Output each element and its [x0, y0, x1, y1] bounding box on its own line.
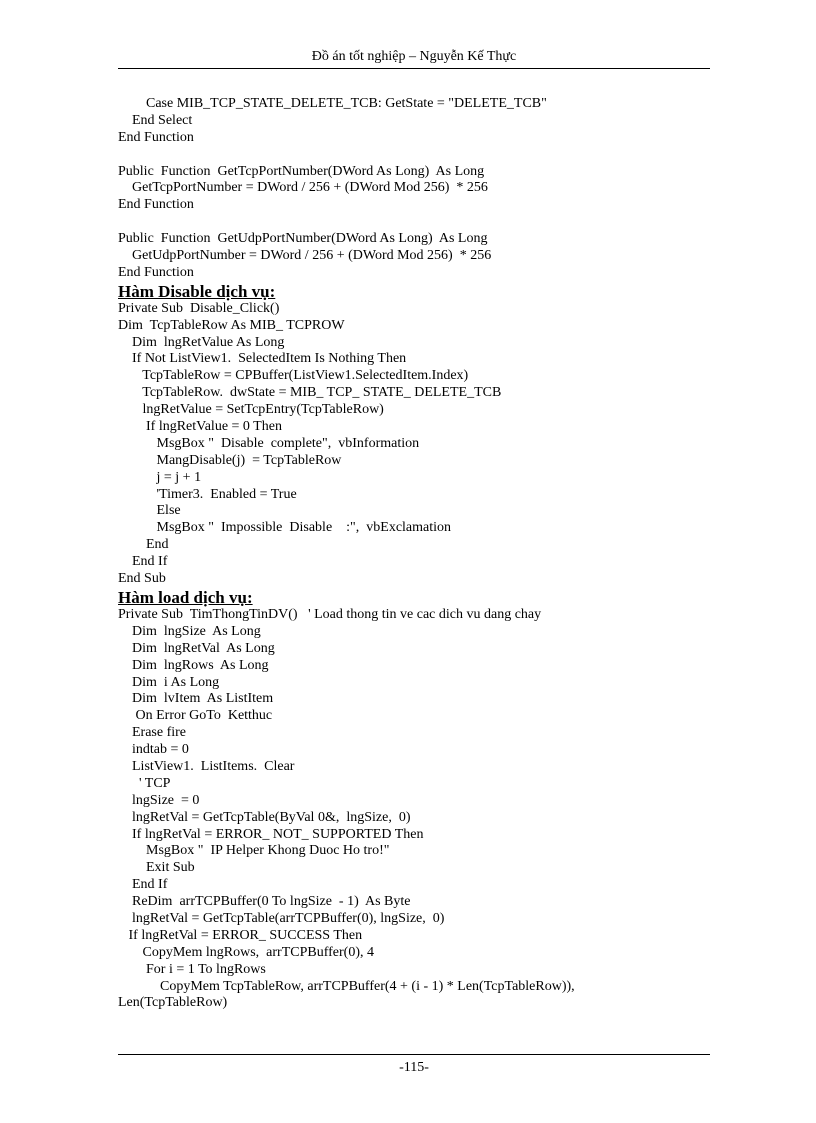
code-line: 'Timer3. Enabled = True — [118, 486, 297, 502]
blank-line — [118, 147, 718, 164]
code-line: End If — [118, 877, 168, 893]
code-line: CopyMem lngRows, arrTCPBuffer(0), 4 — [118, 944, 374, 960]
code-line: Dim lngRetVal As Long — [118, 640, 275, 656]
code-line: End Function — [118, 197, 194, 213]
code-line: Dim i As Long — [118, 674, 220, 690]
page-header: Đồ án tốt nghiệp – Nguyễn Kế Thực — [311, 49, 517, 64]
code-line: TcpTableRow = CPBuffer(ListView1.SelectedItem.Index) — [118, 368, 469, 384]
code-line: End Function — [118, 129, 194, 145]
code-line: Private Sub Disable_Click() — [118, 300, 280, 316]
code-line: If lngRetVal = ERROR_ SUCCESS Then — [118, 927, 363, 943]
code-line: MangDisable(j) = TcpTableRow — [118, 452, 342, 468]
code-line: lngSize = 0 — [118, 792, 200, 808]
code-line: End Select — [118, 112, 193, 128]
code-line: Case MIB_TCP_STATE_DELETE_TCB: GetState = "DELETE_TCB" — [118, 96, 547, 111]
code-line: CopyMem TcpTableRow, arrTCPBuffer(4 + (i - 1) * Len(TcpTableRow)), — [118, 978, 575, 994]
code-line: Public Function GetTcpPortNumber(DWord As Long) As Long — [118, 163, 485, 179]
blank-line — [118, 214, 718, 231]
code-line: Dim lvItem As ListItem — [118, 691, 274, 707]
code-line: lngRetVal = GetTcpTable(ByVal 0&, lngSize, 0) — [118, 809, 411, 825]
code-line: If Not ListView1. SelectedItem Is Nothing Then — [118, 351, 407, 367]
code-line: GetTcpPortNumber = DWord / 256 + (DWord Mod 256) * 256 — [118, 180, 488, 196]
code-line: Else — [118, 503, 181, 519]
code-line: TcpTableRow. dwState = MIB_ TCP_ STATE_ DELETE_TCB — [118, 385, 502, 401]
code-line: Erase fire — [118, 725, 187, 741]
code-line: indtab = 0 — [118, 742, 189, 758]
section-heading: Hàm Disable dịch vụ: — [118, 281, 276, 301]
section-heading: Hàm load dịch vụ: — [118, 587, 253, 607]
code-line: End Function — [118, 264, 194, 280]
code-line: For i = 1 To lngRows — [118, 961, 266, 977]
code-line: lngRetValue = SetTcpEntry(TcpTableRow) — [118, 402, 384, 418]
code-line: End If — [118, 554, 168, 570]
code-line: Len(TcpTableRow) — [118, 995, 228, 1011]
code-line: lngRetVal = GetTcpTable(arrTCPBuffer(0), lngSize, 0) — [118, 910, 445, 926]
code-line: If lngRetValue = 0 Then — [118, 419, 282, 435]
code-line: MsgBox " Impossible Disable :", vbExclamation — [118, 520, 452, 536]
header-divider — [118, 68, 710, 69]
code-line: Exit Sub — [118, 860, 195, 876]
code-line: ReDim arrTCPBuffer(0 To lngSize - 1) As Byte — [118, 894, 411, 910]
code-line: GetUdpPortNumber = DWord / 256 + (DWord Mod 256) * 256 — [118, 248, 492, 264]
code-line: Dim TcpTableRow As MIB_ TCPROW — [118, 317, 345, 333]
code-line: Dim lngSize As Long — [118, 623, 261, 639]
page-number: -115- — [399, 1060, 429, 1075]
footer-divider — [118, 1054, 710, 1055]
code-line: Public Function GetUdpPortNumber(DWord As Long) As Long — [118, 231, 488, 247]
code-line: End Sub — [118, 571, 166, 587]
code-line: If lngRetVal = ERROR_ NOT_ SUPPORTED Then — [118, 826, 424, 842]
code-line: On Error GoTo Ketthuc — [118, 708, 273, 724]
code-line: j = j + 1 — [118, 469, 202, 485]
code-line: Dim lngRetValue As Long — [118, 334, 285, 350]
code-listing — [118, 96, 718, 1012]
code-line: Dim lngRows As Long — [118, 657, 269, 673]
code-line: MsgBox " IP Helper Khong Duoc Ho tro!" — [118, 843, 390, 859]
code-line: ListView1. ListItems. Clear — [118, 758, 295, 774]
code-line: ' TCP — [118, 775, 171, 791]
code-line: MsgBox " Disable complete", vbInformation — [118, 435, 420, 451]
code-line: Private Sub TimThongTinDV() ' Load thong tin ve cac dich vu dang chay — [118, 606, 542, 622]
code-line: End — [118, 537, 169, 553]
